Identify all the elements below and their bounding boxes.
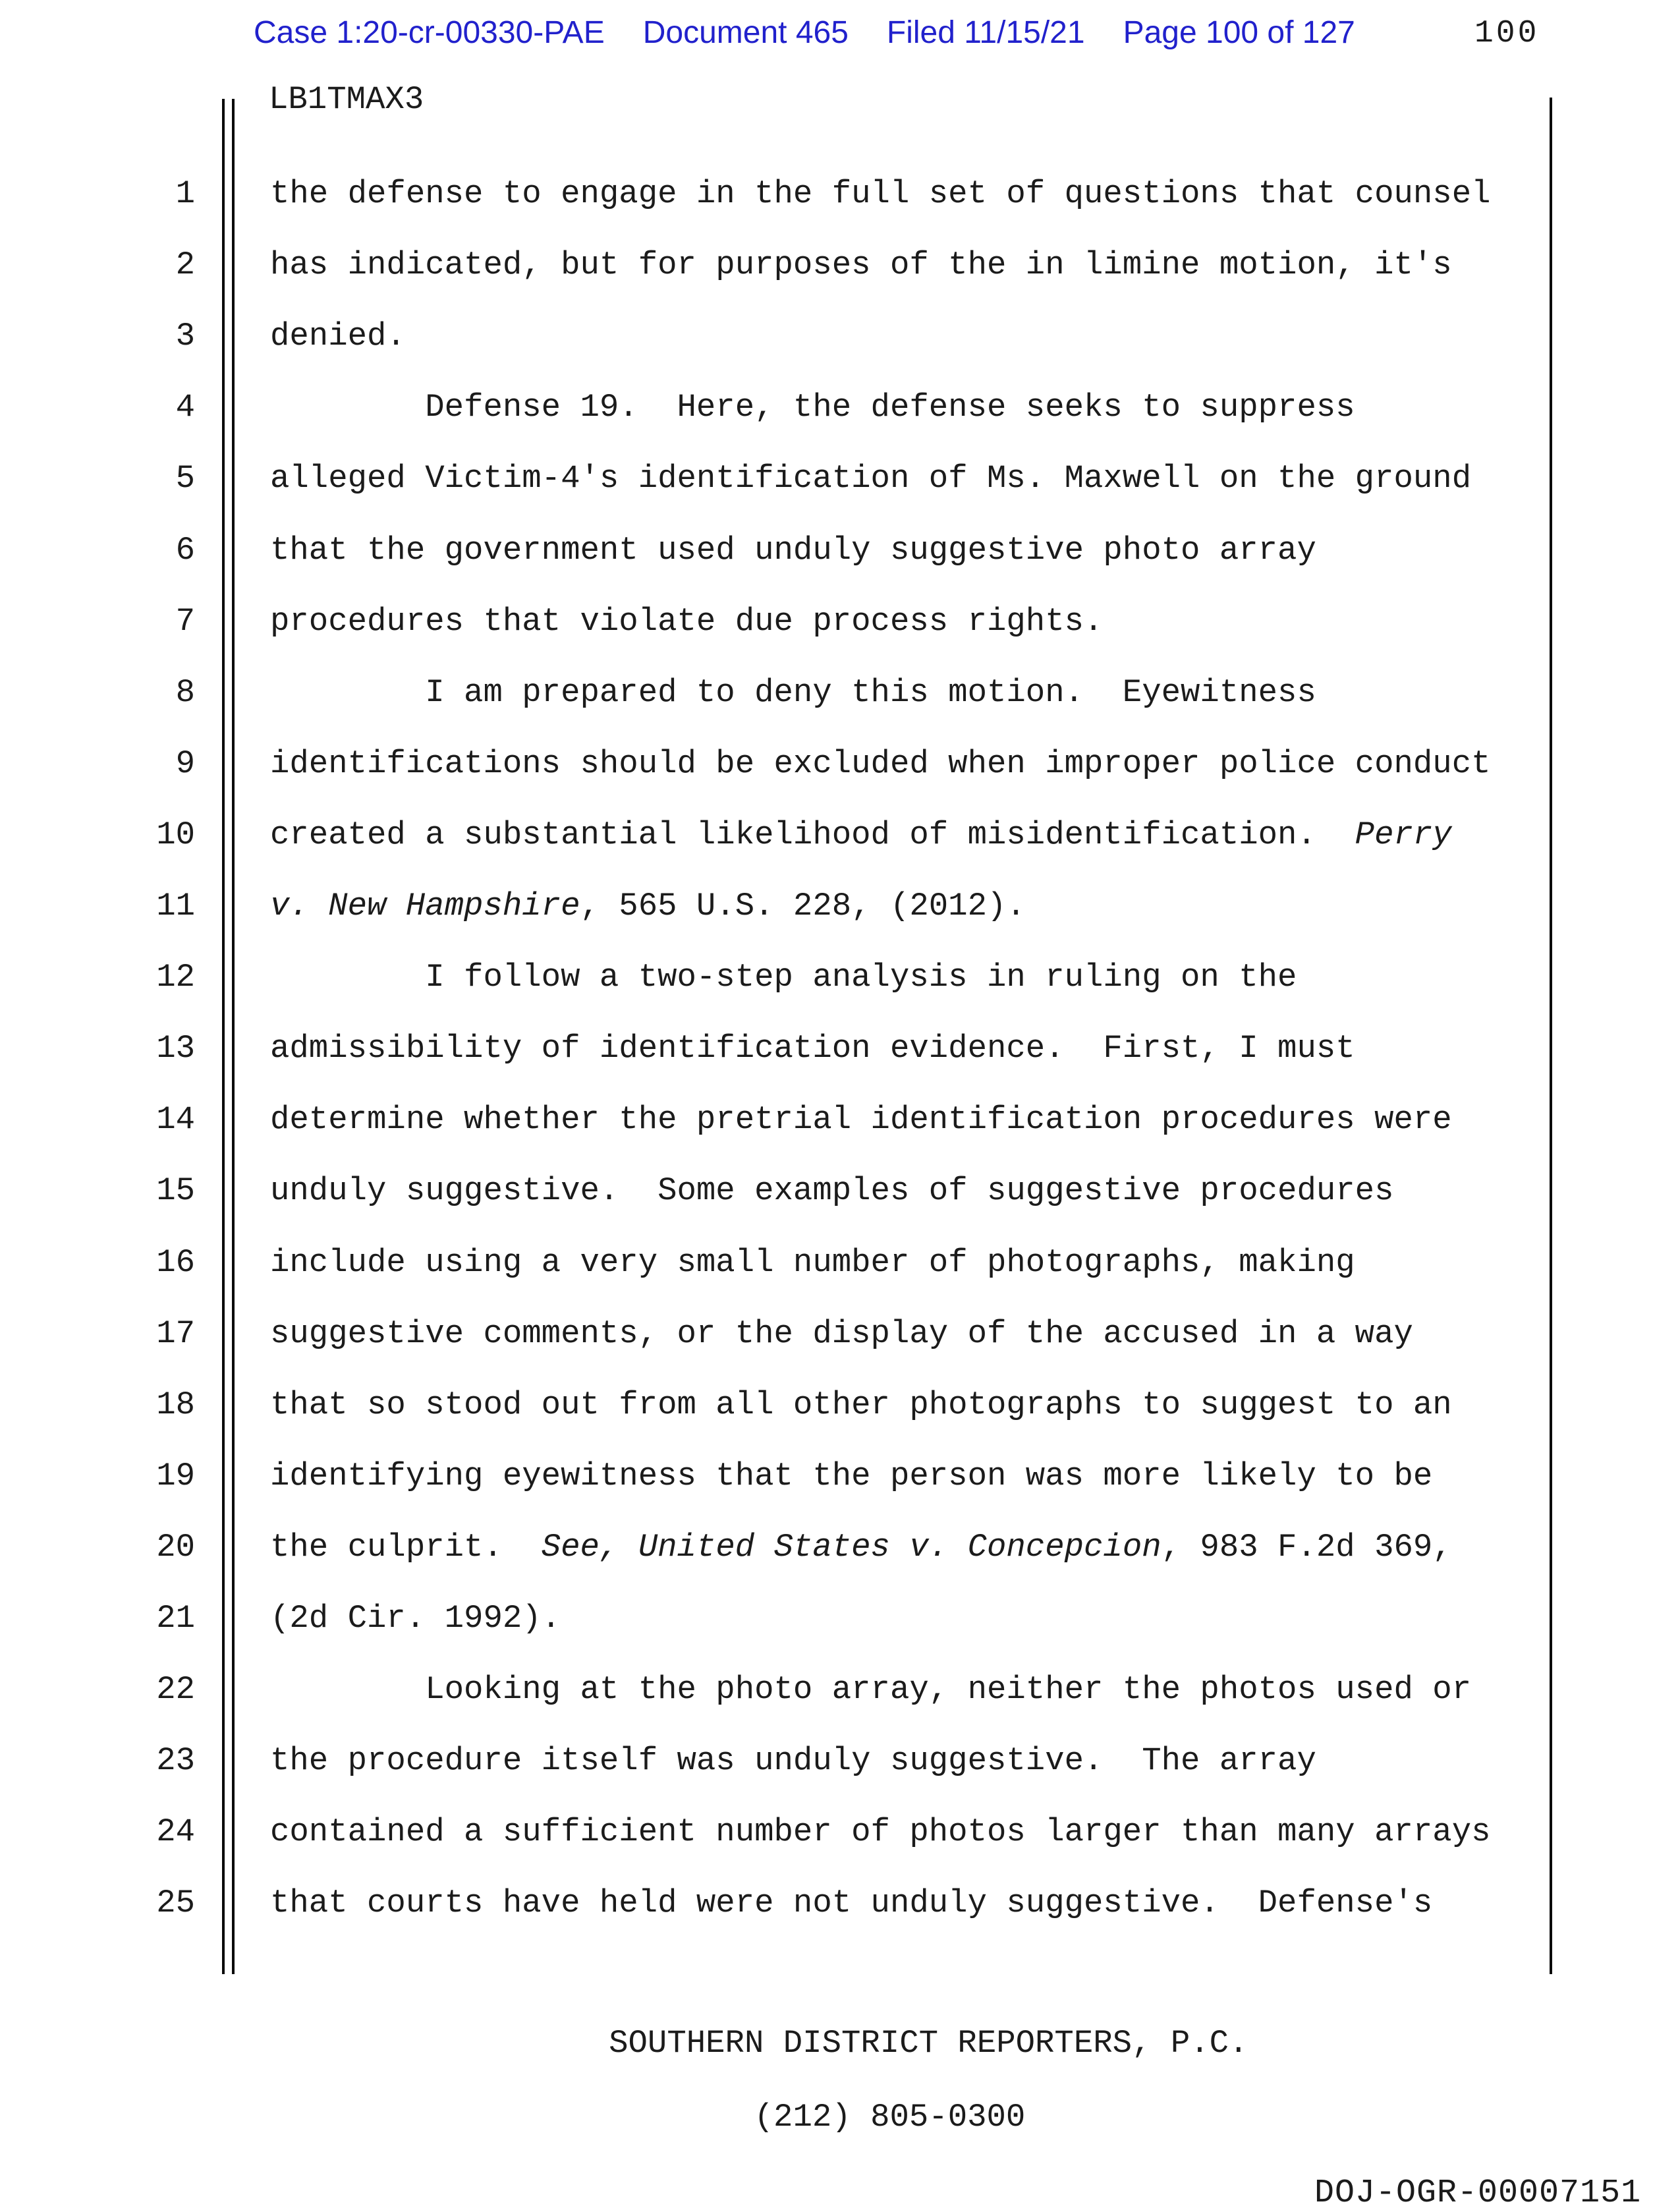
case-number-label: Case 1:20-cr-00330-PAE — [254, 15, 605, 50]
transcript-line — [270, 534, 1316, 567]
transcript-text: unduly suggestive. Some examples of suggestive procedures — [270, 1172, 1394, 1209]
citation-italic-text: Perry — [1355, 816, 1452, 853]
transcript-text: , 565 U.S. 228, (2012). — [580, 888, 1026, 924]
line-number: 1 — [175, 175, 195, 212]
transcript-text: identifications should be excluded when improper police conduct — [270, 745, 1491, 782]
transcript-text: has indicated, but for purposes of the in limine motion, it's — [270, 246, 1452, 283]
transcript-line — [270, 1172, 1394, 1209]
transcript-line — [270, 320, 406, 353]
transcript-text: , 983 F.2d 369, — [1161, 1529, 1452, 1566]
line-number: 10 — [156, 816, 195, 853]
transcript-line — [270, 1813, 1491, 1850]
transcript-line — [270, 175, 1491, 212]
line-number: 4 — [175, 389, 195, 426]
reporter-name: SOUTHERN DISTRICT REPORTERS, P.C. — [609, 2025, 1248, 2062]
transcript-line — [270, 961, 1297, 994]
transcript-text: I follow a two-step analysis in ruling on the — [270, 959, 1297, 996]
transcript-line — [270, 391, 1355, 424]
transcript-text: Defense 19. Here, the defense seeks to suppress — [270, 389, 1355, 426]
transcript-page-number: 100 — [1474, 16, 1540, 51]
court-filing-header — [254, 14, 1355, 51]
transcript-line — [270, 1460, 1432, 1492]
line-number: 5 — [175, 460, 195, 497]
transcript-line — [270, 1315, 1413, 1352]
line-number: 14 — [156, 1101, 195, 1138]
transcript-text: the procedure itself was unduly suggestive. The array — [270, 1742, 1316, 1779]
transcript-session-id: LB1TMAX3 — [269, 81, 424, 118]
citation-italic-text: v. New Hampshire — [270, 888, 580, 924]
line-number: 22 — [156, 1671, 195, 1708]
transcript-line — [270, 674, 1316, 711]
line-number: 11 — [156, 888, 195, 924]
transcript-line — [270, 1602, 561, 1635]
transcript-text: determine whether the pretrial identification procedures were — [270, 1101, 1452, 1138]
document-number-label: Document 465 — [642, 15, 849, 50]
transcript-line — [270, 745, 1491, 782]
transcript-text: identifying eyewitness that the person was more likely to be — [270, 1458, 1433, 1494]
line-number: 18 — [156, 1386, 195, 1423]
transcript-line — [270, 1101, 1452, 1138]
line-number: 25 — [156, 1885, 195, 1921]
transcript-text: alleged Victim-4's identification of Ms. Maxwell on the ground — [270, 460, 1472, 497]
transcript-text: that the government used unduly suggestive photo array — [270, 532, 1316, 569]
transcript-text: I am prepared to deny this motion. Eyewitness — [270, 674, 1316, 711]
transcript-text: procedures that violate due process rights. — [270, 603, 1104, 640]
transcript-line — [270, 1742, 1316, 1779]
left-margin-double-rule — [222, 99, 235, 1974]
transcript-text: admissibility of identification evidence. First, I must — [270, 1030, 1355, 1067]
filed-date-label: Filed 11/15/21 — [886, 15, 1085, 50]
line-number: 3 — [175, 318, 195, 354]
transcript-line — [270, 246, 1452, 283]
reporter-footer — [270, 1995, 1509, 2198]
line-number: 7 — [175, 603, 195, 640]
transcript-text: include using a very small number of photographs, making — [270, 1244, 1355, 1281]
line-number: 15 — [156, 1172, 195, 1209]
line-number: 8 — [175, 674, 195, 711]
line-number: 21 — [156, 1600, 195, 1637]
transcript-line — [270, 1030, 1355, 1067]
page-of-label: Page 100 of 127 — [1123, 15, 1355, 50]
citation-italic-text: See, United States v. Concepcion — [541, 1529, 1162, 1566]
transcript-line — [270, 603, 1104, 640]
transcript-text: that courts have held were not unduly suggestive. Defense's — [270, 1885, 1433, 1921]
line-number: 13 — [156, 1030, 195, 1067]
transcript-text: (2d Cir. 1992). — [270, 1600, 561, 1637]
transcript-text: contained a sufficient number of photos larger than many arrays — [270, 1813, 1491, 1850]
transcript-line — [270, 1671, 1472, 1708]
line-number: 6 — [175, 532, 195, 569]
transcript-text: the culprit. — [270, 1529, 542, 1566]
transcript-text: that so stood out from all other photographs to suggest to an — [270, 1386, 1452, 1423]
transcript-line — [270, 1531, 1452, 1564]
transcript-line — [270, 1887, 1432, 1919]
transcript-line — [270, 1244, 1355, 1281]
line-number: 12 — [156, 959, 195, 996]
line-number: 24 — [156, 1813, 195, 1850]
transcript-line — [270, 460, 1472, 497]
line-number: 2 — [175, 246, 195, 283]
transcript-text: denied. — [270, 318, 406, 354]
transcript-text: created a substantial likelihood of misidentification. — [270, 816, 1355, 853]
transcript-text: suggestive comments, or the display of the accused in a way — [270, 1315, 1413, 1352]
transcript-text: the defense to engage in the full set of questions that counsel — [270, 175, 1491, 212]
line-number: 23 — [156, 1742, 195, 1779]
transcript-line — [270, 816, 1452, 853]
bates-number: DOJ-OGR-00007151 — [1314, 2174, 1642, 2212]
line-number: 17 — [156, 1315, 195, 1352]
line-number: 9 — [175, 745, 195, 782]
reporter-phone: (212) 805-0300 — [754, 2099, 1026, 2136]
transcript-line — [270, 1386, 1452, 1423]
line-number: 19 — [156, 1458, 195, 1494]
line-number: 16 — [156, 1244, 195, 1281]
line-number: 20 — [156, 1529, 195, 1566]
transcript-text: Looking at the photo array, neither the photos used or — [270, 1671, 1472, 1708]
transcript-line — [270, 890, 1026, 922]
right-margin-rule — [1550, 98, 1552, 1974]
